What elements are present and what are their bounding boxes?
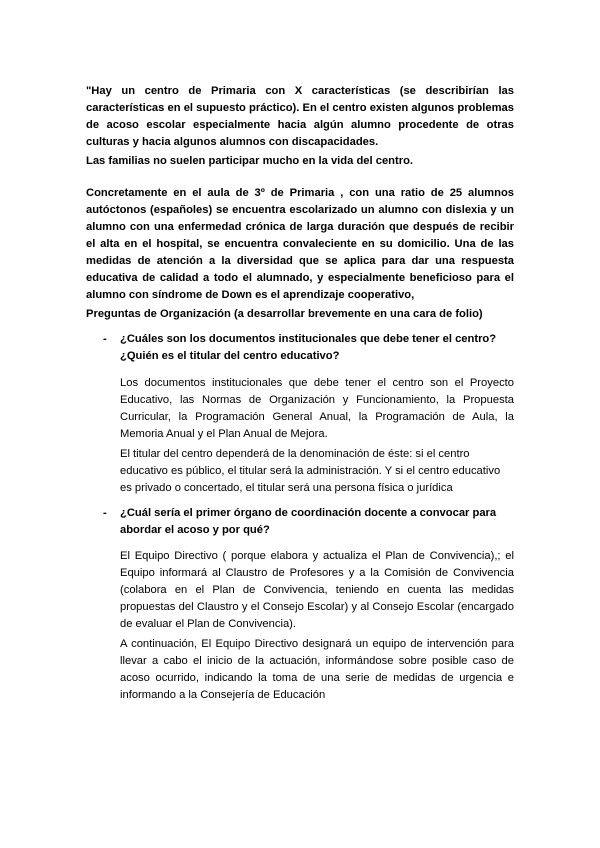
answer-1-paragraph-2: El titular del centro dependerá de la denominación de éste: si el centro educativo es público, el titular será la administración. Y si el centro educativo es privado o concertado, el titular será una persona física o jurídica	[120, 448, 501, 494]
answer-2-paragraph-2: A continuación, El Equipo Directivo designará un equipo de intervención para llevar a cabo el inicio de la actuación, informándose sobre posible caso de acoso ocurrido, indicando la toma de una serie de medidas de urgencia e informando a la Consejería de Educación	[120, 638, 514, 701]
answer-2-paragraph-1: El Equipo Directivo ( porque elabora y actualiza el Plan de Convivencia),; el Equipo informará al Claustro de Profesores y a la Comisión de Convivencia (colabora en el Plan de Convivencia, teniendo en cuenta las medidas propuestas del Claustro y el Consejo Escolar) y al Consejo Escolar (encargado de evaluar el Plan de Convivencia).	[120, 550, 514, 630]
question-1: ¿Cuáles son los documentos institucionales que debe tener el centro? ¿Quién es el titular del centro educativo?	[120, 333, 497, 362]
section-heading: Preguntas de Organización (a desarrollar brevemente en una cara de folio)	[86, 308, 483, 320]
intro-paragraph-scenario: "Hay un centro de Primaria con X características (se describirían las características en el supuesto práctico). En el centro existen algunos problemas de acoso escolar especialmente hacia algún alumno procedente de otras culturas y hacia algunos alumnos con discapacidades.	[86, 85, 514, 148]
intro-paragraph-families: Las familias no suelen participar mucho en la vida del centro.	[86, 155, 414, 167]
answer-1-paragraph-1: Los documentos institucionales que debe tener el centro son el Proyecto Educativo, las Normas de Organización y Funcionamiento, la Propuesta Curricular, la Programación General Anual, la Programación de Aula, la Memoria Anual y el Plan Anual de Mejora.	[120, 377, 514, 440]
intro-paragraph-classroom: Concretamente en el aula de 3º de Primaria , con una ratio de 25 alumnos autóctonos (españoles) se encuentra escolarizado un alumno con dislexia y un alumno con una enfermedad crónica de larga duración que después de recibir el alta en el hospital, se encuentra convaleciente en su domicilio. Una de las medidas de atención a la diversidad que se aplica para dar una respuesta educativa de calidad a todo el alumnado, y especialmente beneficioso para el alumno con síndrome de Down es el aprendizaje cooperativo,	[86, 187, 514, 301]
bullet-marker: -	[103, 507, 107, 519]
question-2: ¿Cuál sería el primer órgano de coordinación docente a convocar para abordar el acoso y por qué?	[120, 507, 497, 536]
bullet-marker: -	[103, 333, 107, 345]
